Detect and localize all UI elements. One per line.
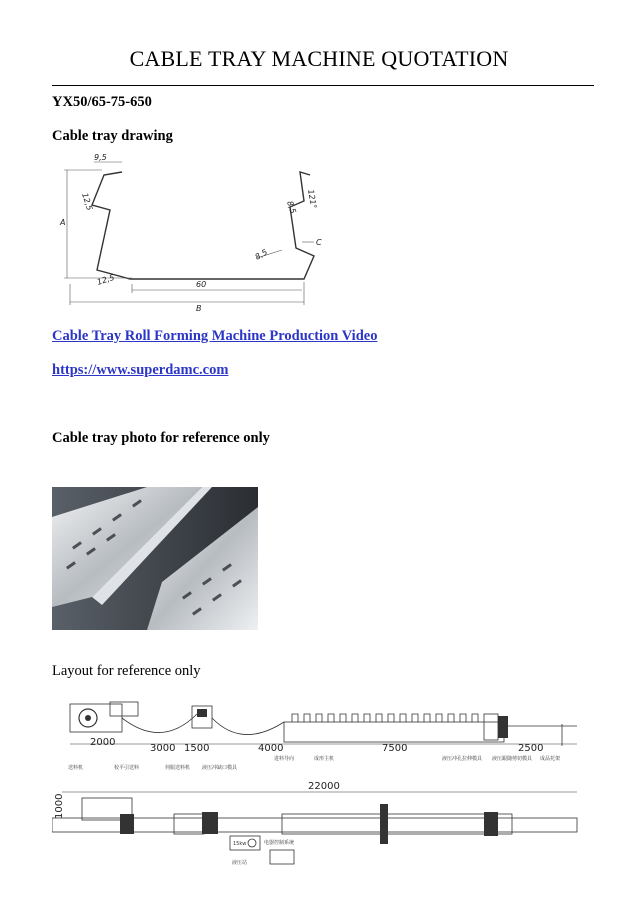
caption-servo-feeder: 伺服送料机 <box>165 765 191 771</box>
dim-lip-right: 8,5 <box>285 199 298 215</box>
dim-lip-left: 12,5 <box>80 191 95 212</box>
dim-2500: 2500 <box>518 743 544 754</box>
caption-punch-die: 液压冲孔拉伸模具 <box>442 756 483 762</box>
dim-bottom-left: 12,5 <box>95 272 116 287</box>
model-number: YX50/65-75-650 <box>52 94 152 110</box>
dim-22000: 22000 <box>308 781 340 792</box>
caption-cut-die: 液压跟随剪切模具 <box>492 756 533 762</box>
dim-center: 60 <box>196 280 207 289</box>
dim-3000: 3000 <box>150 743 176 754</box>
dim-step: 8,5 <box>253 247 270 262</box>
dim-a: A <box>60 218 66 227</box>
layout-heading: Layout for reference only <box>52 663 201 679</box>
dim-4000: 4000 <box>258 743 284 754</box>
production-line-layout <box>52 694 582 879</box>
control-label: 电器控制系统 <box>264 840 295 846</box>
caption-main-machine: 成形主机 <box>314 756 335 762</box>
dim-2000: 2000 <box>90 737 116 748</box>
cable-tray-photo <box>52 487 258 630</box>
hydraulic-label: 液压站 <box>232 860 248 866</box>
power-label: 15kw <box>233 841 247 847</box>
cable-tray-drawing <box>52 150 332 315</box>
dim-b: B <box>196 304 202 313</box>
dim-7500: 7500 <box>382 743 408 754</box>
dim-top: 9,5 <box>94 153 107 162</box>
caption-leveler: 校平引送料 <box>114 765 140 771</box>
dim-1000: 1000 <box>54 793 65 819</box>
drawing-heading: Cable tray drawing <box>52 128 173 144</box>
page-title: CABLE TRAY MACHINE QUOTATION <box>129 46 509 71</box>
photo-heading: Cable tray photo for reference only <box>52 430 270 446</box>
website-link[interactable]: https://www.superdamc.com <box>52 362 229 378</box>
dim-1500: 1500 <box>184 743 210 754</box>
title-divider <box>52 85 594 86</box>
caption-notch-die: 液压冲缺口模具 <box>202 765 238 771</box>
dim-c: C <box>316 238 322 247</box>
caption-guide: 进料导向 <box>274 756 295 762</box>
video-link[interactable]: Cable Tray Roll Forming Machine Production Video <box>52 328 378 344</box>
caption-feeder: 送料机 <box>68 765 84 771</box>
dim-angle: 121° <box>306 188 319 210</box>
caption-table: 成品托架 <box>540 756 561 762</box>
